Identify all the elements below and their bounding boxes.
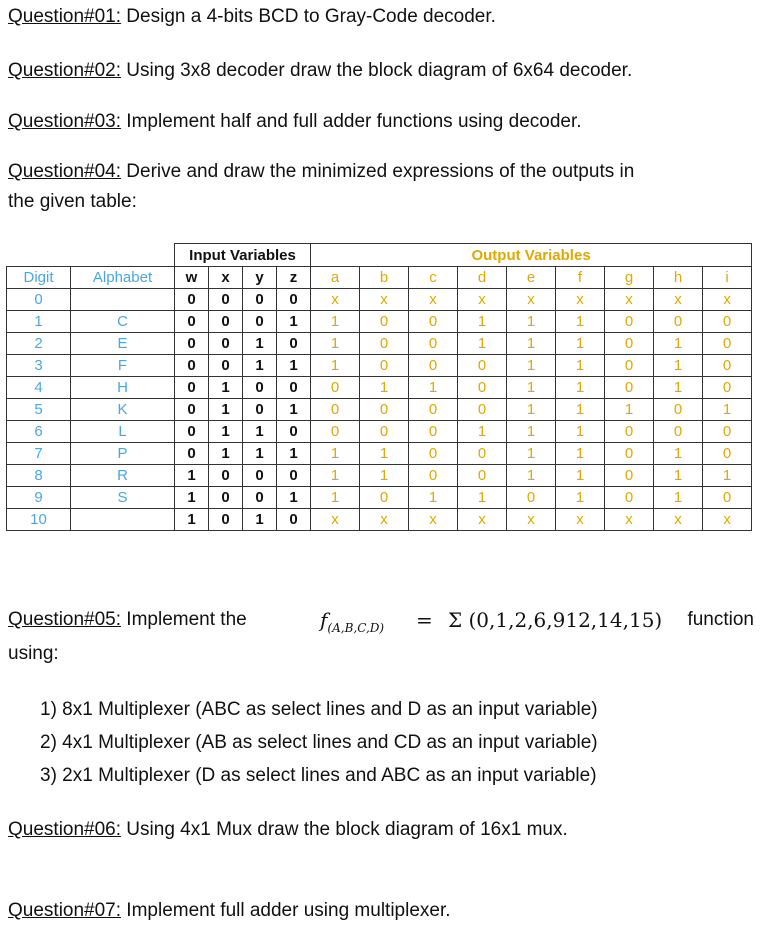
output-header-e: e	[507, 267, 556, 289]
output-cell: 1	[458, 421, 507, 443]
output-cell: 0	[605, 355, 654, 377]
question-3-text: Implement half and full adder functions using decoder.	[121, 111, 582, 132]
output-cell: 1	[654, 465, 703, 487]
output-cell: 1	[311, 333, 360, 355]
output-cell: 1	[360, 443, 409, 465]
output-cell: 1	[654, 355, 703, 377]
input-cell: 0	[175, 333, 209, 355]
output-cell: 1	[409, 377, 458, 399]
input-cell: 0	[277, 377, 311, 399]
input-cell: 0	[209, 509, 243, 531]
input-cell: 0	[175, 355, 209, 377]
output-cell: 0	[703, 333, 752, 355]
output-cell: 0	[605, 311, 654, 333]
output-header-d: d	[458, 267, 507, 289]
input-cell: 0	[243, 465, 277, 487]
output-cell: 0	[605, 333, 654, 355]
digit-cell: 0	[7, 289, 71, 311]
output-cell: 0	[360, 355, 409, 377]
question-2	[8, 56, 632, 86]
alphabet-header: Alphabet	[71, 267, 175, 289]
input-cell: 1	[243, 443, 277, 465]
input-cell: 1	[277, 311, 311, 333]
output-cell: 0	[703, 487, 752, 509]
input-cell: 1	[209, 443, 243, 465]
input-cell: 0	[175, 399, 209, 421]
question-6	[8, 815, 568, 845]
list-item: 1) 8x1 Multiplexer (ABC as select lines and D as an input variable)	[40, 699, 598, 720]
output-cell: 1	[507, 355, 556, 377]
output-cell: 0	[703, 377, 752, 399]
output-cell: 1	[507, 333, 556, 355]
output-header-i: i	[703, 267, 752, 289]
question-1-text: Design a 4-bits BCD to Gray-Code decoder.	[121, 6, 496, 27]
output-header-a: a	[311, 267, 360, 289]
question-1-label: Question#01:	[8, 6, 122, 27]
input-header-w: w	[175, 267, 209, 289]
question-1	[8, 2, 496, 32]
output-cell: 0	[703, 355, 752, 377]
list-item: 3) 2x1 Multiplexer (D as select lines and ABC as an input variable)	[40, 765, 597, 786]
question-3	[8, 107, 582, 137]
table-row	[7, 399, 752, 421]
output-cell: x	[311, 509, 360, 531]
output-cell: x	[703, 509, 752, 531]
output-cell: 1	[556, 311, 605, 333]
input-cell: 0	[209, 355, 243, 377]
table-row	[7, 333, 752, 355]
alphabet-cell: F	[71, 355, 175, 377]
output-cell: 1	[556, 333, 605, 355]
question-4-text-line2: the given table:	[8, 191, 137, 212]
question-5-using: using:	[8, 643, 59, 664]
output-cell: 1	[556, 399, 605, 421]
digit-cell: 4	[7, 377, 71, 399]
output-cell: 0	[605, 465, 654, 487]
output-cell: 1	[507, 465, 556, 487]
output-cell: 0	[409, 465, 458, 487]
digit-cell: 5	[7, 399, 71, 421]
input-header-x: x	[209, 267, 243, 289]
output-cell: 1	[311, 487, 360, 509]
question-3-label: Question#03:	[8, 111, 122, 132]
input-cell: 1	[243, 333, 277, 355]
input-cell: 1	[277, 399, 311, 421]
truth-table	[6, 243, 752, 531]
question-5-text: Implement the	[121, 609, 247, 630]
table-row	[7, 509, 752, 531]
input-cell: 1	[175, 487, 209, 509]
digit-cell: 6	[7, 421, 71, 443]
input-cell: 1	[175, 509, 209, 531]
question-5	[8, 605, 760, 635]
digit-cell: 2	[7, 333, 71, 355]
output-cell: 1	[409, 487, 458, 509]
input-cell: 0	[277, 333, 311, 355]
output-cell: 0	[409, 311, 458, 333]
output-cell: x	[458, 509, 507, 531]
output-cell: 1	[556, 443, 605, 465]
output-cell: 0	[360, 399, 409, 421]
digit-cell: 3	[7, 355, 71, 377]
input-cell: 0	[209, 333, 243, 355]
digit-cell: 10	[7, 509, 71, 531]
output-cell: 1	[458, 487, 507, 509]
table-header-row	[7, 267, 752, 289]
output-cell: 0	[703, 311, 752, 333]
alphabet-cell: P	[71, 443, 175, 465]
function-args: (A,B,C,D)	[327, 621, 385, 635]
output-cell: 0	[654, 311, 703, 333]
digit-cell: 9	[7, 487, 71, 509]
alphabet-cell	[71, 289, 175, 311]
input-cell: 1	[175, 465, 209, 487]
question-7-label: Question#07:	[8, 900, 122, 921]
output-cell: 0	[458, 355, 507, 377]
input-cell: 0	[243, 311, 277, 333]
output-cell: x	[556, 289, 605, 311]
output-header-g: g	[605, 267, 654, 289]
output-header-c: c	[409, 267, 458, 289]
output-cell: 0	[605, 443, 654, 465]
output-cell: 1	[311, 311, 360, 333]
output-cell: x	[605, 509, 654, 531]
digit-cell: 1	[7, 311, 71, 333]
output-cell: 0	[703, 421, 752, 443]
table-row	[7, 289, 752, 311]
output-cell: 1	[507, 399, 556, 421]
output-cell: 0	[605, 487, 654, 509]
output-cell: 1	[703, 465, 752, 487]
table-row	[7, 443, 752, 465]
output-cell: 0	[311, 421, 360, 443]
output-cell: x	[654, 289, 703, 311]
input-cell: 0	[175, 311, 209, 333]
input-cell: 0	[243, 487, 277, 509]
table-row	[7, 465, 752, 487]
output-cell: 1	[507, 311, 556, 333]
output-cell: 1	[311, 465, 360, 487]
alphabet-cell: S	[71, 487, 175, 509]
output-cell: 0	[409, 399, 458, 421]
input-cell: 0	[243, 377, 277, 399]
output-cell: 1	[556, 377, 605, 399]
output-cell: 1	[556, 465, 605, 487]
output-cell: 0	[360, 333, 409, 355]
output-cell: 0	[360, 421, 409, 443]
output-cell: x	[507, 289, 556, 311]
question-2-label: Question#02:	[8, 60, 122, 81]
output-cell: 1	[556, 487, 605, 509]
output-cell: 0	[409, 355, 458, 377]
input-header-z: z	[277, 267, 311, 289]
output-cell: 0	[409, 443, 458, 465]
output-cell: 0	[654, 399, 703, 421]
output-variables-title: Output Variables	[311, 244, 752, 267]
output-cell: 1	[458, 333, 507, 355]
question-2-text: Using 3x8 decoder draw the block diagram of 6x64 decoder.	[121, 60, 633, 81]
mux-list	[40, 693, 598, 792]
output-cell: x	[654, 509, 703, 531]
output-cell: x	[703, 289, 752, 311]
alphabet-cell: R	[71, 465, 175, 487]
input-cell: 0	[209, 487, 243, 509]
output-cell: x	[360, 509, 409, 531]
input-cell: 0	[175, 443, 209, 465]
function-symbol: $f_{(A,B,C,D)}$	[320, 608, 385, 635]
input-cell: 1	[277, 443, 311, 465]
output-cell: x	[360, 289, 409, 311]
output-cell: 0	[605, 377, 654, 399]
input-cell: 1	[243, 421, 277, 443]
input-cell: 1	[209, 421, 243, 443]
output-header-f: f	[556, 267, 605, 289]
output-cell: 1	[360, 465, 409, 487]
table-row	[7, 377, 752, 399]
output-header-h: h	[654, 267, 703, 289]
digit-cell: 8	[7, 465, 71, 487]
output-cell: 0	[458, 443, 507, 465]
output-cell: 0	[654, 421, 703, 443]
output-cell: 0	[458, 465, 507, 487]
equals-sign: =	[416, 608, 433, 632]
output-cell: 0	[311, 377, 360, 399]
input-cell: 0	[175, 377, 209, 399]
input-header-y: y	[243, 267, 277, 289]
question-5-label: Question#05:	[8, 609, 122, 630]
output-cell: 0	[409, 333, 458, 355]
input-variables-title: Input Variables	[175, 244, 311, 267]
alphabet-cell: K	[71, 399, 175, 421]
output-cell: 1	[654, 333, 703, 355]
question-7	[8, 896, 451, 926]
input-cell: 0	[175, 421, 209, 443]
empty-header-cell	[7, 244, 175, 267]
output-cell: 0	[507, 487, 556, 509]
question-6-text: Using 4x1 Mux draw the block diagram of 16x1 mux.	[121, 819, 568, 840]
list-item: 2) 4x1 Multiplexer (AB as select lines and CD as an input variable)	[40, 732, 598, 753]
table-row	[7, 421, 752, 443]
question-4-text: Derive and draw the minimized expressions of the outputs in	[121, 161, 635, 182]
output-cell: 0	[311, 399, 360, 421]
table-title-row	[7, 244, 752, 267]
input-cell: 1	[243, 509, 277, 531]
question-4	[8, 157, 760, 217]
table-row	[7, 487, 752, 509]
output-cell: x	[458, 289, 507, 311]
output-cell: 1	[703, 399, 752, 421]
output-cell: 1	[605, 399, 654, 421]
output-cell: x	[409, 289, 458, 311]
output-cell: 1	[556, 421, 605, 443]
table-row	[7, 311, 752, 333]
input-cell: 1	[243, 355, 277, 377]
output-cell: 1	[507, 377, 556, 399]
output-cell: 1	[507, 443, 556, 465]
output-cell: 1	[654, 377, 703, 399]
minterm-sum: Σ (0,1,2,6,912,14,15)	[448, 608, 663, 632]
input-cell: 1	[277, 487, 311, 509]
input-cell: 1	[209, 377, 243, 399]
question-4-label: Question#04:	[8, 161, 122, 182]
output-cell: 0	[703, 443, 752, 465]
digit-header: Digit	[7, 267, 71, 289]
output-cell: x	[311, 289, 360, 311]
input-cell: 0	[175, 289, 209, 311]
input-cell: 0	[243, 399, 277, 421]
output-cell: 0	[458, 377, 507, 399]
question-6-label: Question#06:	[8, 819, 122, 840]
output-cell: x	[556, 509, 605, 531]
alphabet-cell: C	[71, 311, 175, 333]
input-cell: 0	[209, 465, 243, 487]
table-row	[7, 355, 752, 377]
input-cell: 1	[209, 399, 243, 421]
alphabet-cell: H	[71, 377, 175, 399]
input-cell: 0	[277, 289, 311, 311]
output-cell: 0	[360, 311, 409, 333]
output-cell: 1	[654, 487, 703, 509]
output-cell: 1	[556, 355, 605, 377]
question-5-tail: function	[687, 609, 754, 630]
output-cell: 1	[311, 443, 360, 465]
input-cell: 0	[243, 289, 277, 311]
output-cell: x	[507, 509, 556, 531]
output-cell: 1	[654, 443, 703, 465]
output-cell: 0	[458, 399, 507, 421]
input-cell: 0	[277, 421, 311, 443]
input-cell: 0	[277, 465, 311, 487]
input-cell: 0	[277, 509, 311, 531]
output-cell: 0	[409, 421, 458, 443]
output-cell: 0	[605, 421, 654, 443]
question-7-text: Implement full adder using multiplexer.	[121, 900, 451, 921]
output-cell: x	[409, 509, 458, 531]
alphabet-cell: L	[71, 421, 175, 443]
output-cell: 0	[360, 487, 409, 509]
alphabet-cell	[71, 509, 175, 531]
output-cell: 1	[458, 311, 507, 333]
output-cell: 1	[360, 377, 409, 399]
output-cell: x	[605, 289, 654, 311]
digit-cell: 7	[7, 443, 71, 465]
output-cell: 1	[507, 421, 556, 443]
output-cell: 1	[311, 355, 360, 377]
input-cell: 0	[209, 289, 243, 311]
alphabet-cell: E	[71, 333, 175, 355]
output-header-b: b	[360, 267, 409, 289]
input-cell: 1	[277, 355, 311, 377]
input-cell: 0	[209, 311, 243, 333]
